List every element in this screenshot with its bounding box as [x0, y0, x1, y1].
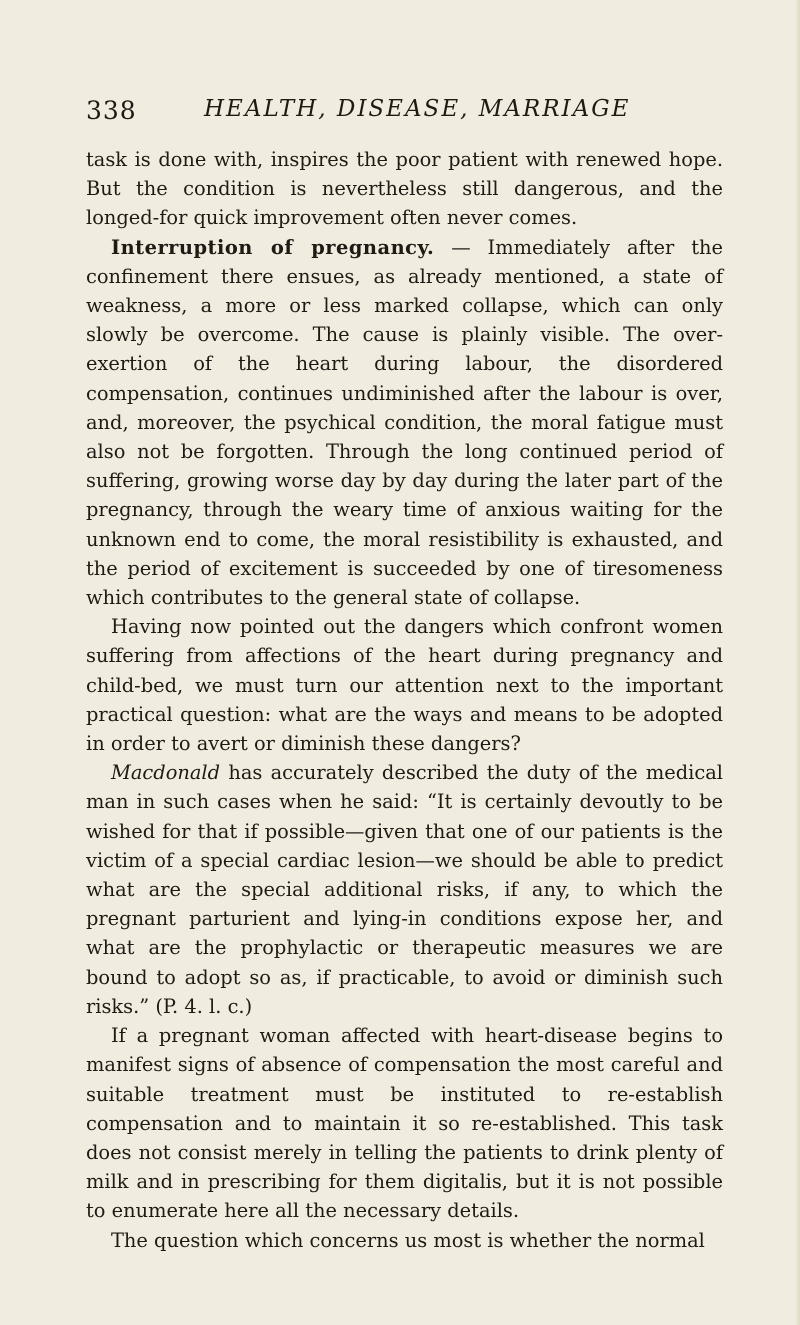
- paragraph-dangers: Having now pointed out the dangers which confront women suffering from affections of the heart during pregnancy and child-bed, we must turn our attention next to the important practical question: what are the ways and means to be adopted in order to avert or diminish these dangers?: [86, 615, 723, 756]
- paragraph-continuation: task is done with, inspires the poor patient with renewed hope. But the condition is nevertheless still dangerous, and the longed-for quick improvement often never comes.: [86, 148, 723, 230]
- paragraph-interruption: [86, 233, 723, 613]
- body-text: [86, 145, 723, 1255]
- author-name: Macdonald: [111, 761, 221, 785]
- paragraph-text: — Immediately after the confinement there ensues, as already mentioned, a state of weakness, a more or less marked collapse, which can only slowly be overcome. The cause is plainly visible. The over-exertion of the heart during labour, the disordered compensation, continues undiminished after the labour is over, and, moreover, the psychical condition, the moral fatigue must also not be forgotten. Through the long continued period of suffering, growing worse day by day during the later part of the pregnancy, through the weary time of anxious waiting for the unknown end to come, the moral resistibility is exhausted, and the period of excitement is succeeded by one of tiresomeness which contributes to the general state of collapse.: [86, 235, 723, 610]
- section-heading: Interruption of pregnancy.: [111, 235, 435, 259]
- paragraph-text: has accurately described the duty of the medical man in such cases when he said: “It is certainly devoutly to be wished for that if possible—given that one of our patients is the victim of a special cardiac lesion—we should be able to predict what are the special additional risks, if any, to which the pregnant parturient and lying-in conditions expose her, and what are the prophylactic or therapeutic measures we are bound to adopt so as, if practicable, to avoid or diminish such risks.” (P. 4. l. c.): [86, 761, 723, 1018]
- page-number: 338: [86, 96, 137, 125]
- paragraph-macdonald: [86, 758, 723, 1021]
- running-head: HEALTH, DISEASE, MARRIAGE: [204, 96, 631, 122]
- page-edge: [795, 0, 800, 1325]
- paragraph-compensation: If a pregnant woman affected with heart-disease begins to manifest signs of absence of compensation the most careful and suitable treatment must be instituted to re-establish compensation and to maintain it so re-established. This task does not consist merely in telling the patients to drink plenty of milk and in prescribing for them digitalis, but it is not possible to enumerate here all the necessary details.: [86, 1024, 723, 1223]
- paragraph-question: The question which concerns us most is whether the normal: [111, 1228, 705, 1252]
- page-header: [86, 96, 656, 132]
